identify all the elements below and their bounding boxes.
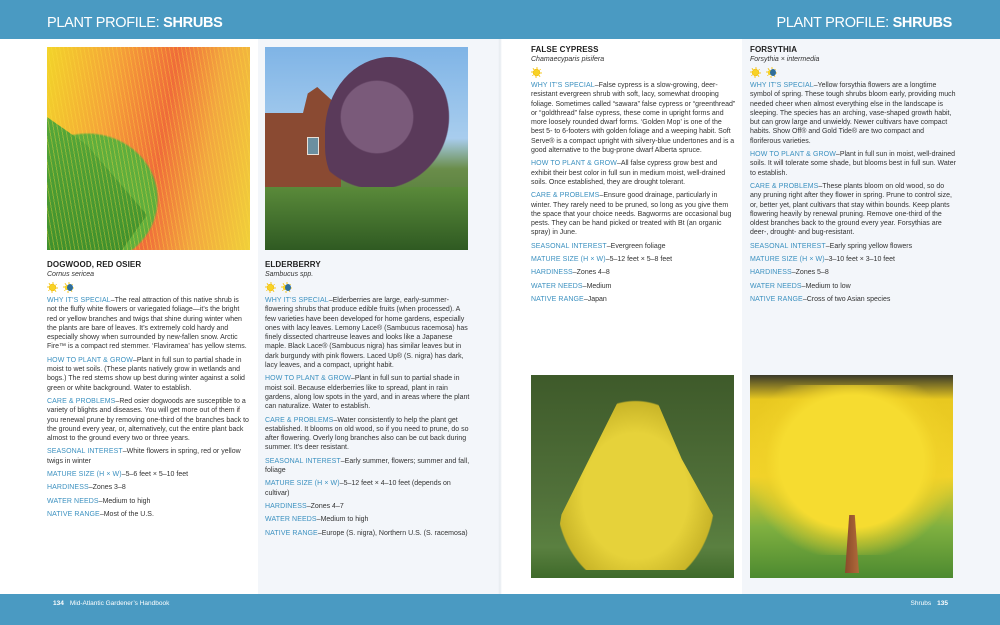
plant-entry-forsythia bbox=[750, 44, 956, 308]
seasonal-interest: SEASONAL INTEREST–White flowers in spring, red or yellow twigs in winter bbox=[47, 448, 241, 465]
seasonal-interest: SEASONAL INTEREST–Early spring yellow flowers bbox=[750, 242, 913, 250]
full-sun-icon bbox=[750, 67, 761, 78]
seasonal-interest: SEASONAL INTEREST–Early summer, flowers; summer and fall, foliage bbox=[265, 457, 470, 475]
forsythia-photo bbox=[750, 375, 953, 578]
book-title: Mid-Atlantic Gardener’s Handbook bbox=[69, 600, 170, 607]
golden-cypress-shape bbox=[543, 385, 728, 570]
how-to-plant: HOW TO PLANT & GROW–Plant in full sun in moist, well-drained soils. It will tolerate some shade, but blooms best in full sun. Water to establish. bbox=[750, 151, 956, 177]
care-problems: CARE & PROBLEMS–These plants bloom on old wood, so do any pruning right after they flower in spring. Prune to control size, or, better yet, plant cultivars that stay within bounds. Keep plants flowering heavily by renewal pruning. Remove one-third of the oldest branches back to the ground every year. Forsythias are deer-, drought- and bug-resistant. bbox=[750, 182, 952, 237]
why-special: WHY IT’S SPECIAL–False cypress is a slow-growing, deer-resistant evergreen shrub with soft, lacy, somewhat drooping foliage. Sometimes called “sawara” false cypress or “greenthread” or “goldthread” false cypress, these come in upright forms and more loosely rounded dwarf forms. ‘Golden Mop’ is one of the best 5- to 6-footers with golden foliage and a weeping habit. Soft Serve® is a compact upright with silvery-blue undertones and is a good alternative to the bug-prone dwarf Alberta spruce. bbox=[531, 82, 736, 155]
full-sun-icon bbox=[265, 282, 276, 293]
part-sun-icon bbox=[63, 282, 74, 293]
care-problems: CARE & PROBLEMS–Water consistently to help the plant get established. It blooms on old wood, so if you need to prune, do so after flowering. Overly long branches also can be cut back during summer. It’s deer resistant. bbox=[265, 416, 469, 452]
native-range: NATIVE RANGE–Japan bbox=[531, 295, 607, 303]
section-name: Shrubs bbox=[910, 600, 932, 607]
part-sun-icon bbox=[766, 67, 777, 78]
right-page-title: PLANT PROFILE: SHRUBS bbox=[776, 15, 952, 31]
water-needs: WATER NEEDS–Medium bbox=[531, 282, 612, 290]
how-to-plant: HOW TO PLANT & GROW–All false cypress grow best and exhibit their best color in full sun in medium moist, well-drained soils. Once established, they are drought tolerant. bbox=[531, 160, 726, 186]
mature-size: MATURE SIZE (H × W)–3–10 feet × 3–10 feet bbox=[750, 256, 895, 264]
native-range: NATIVE RANGE–Europe (S. nigra), Northern U.S. (S. racemosa) bbox=[265, 529, 468, 537]
water-needs: WATER NEEDS–Medium to low bbox=[750, 282, 851, 290]
stems-texture bbox=[47, 47, 250, 250]
native-range: NATIVE RANGE–Cross of two Asian species bbox=[750, 295, 891, 303]
seasonal-interest: SEASONAL INTEREST–Evergreen foliage bbox=[531, 242, 666, 250]
how-to-plant: HOW TO PLANT & GROW–Plant in full sun to partial shade in moist to wet soils. (These plants natively grow in wetlands and bogs.) The red stems show up best during winter against a solid green or white background. Water to establish. bbox=[47, 356, 245, 392]
plant-name: FORSYTHIA bbox=[750, 45, 798, 54]
water-needs: WATER NEEDS–Medium to high bbox=[47, 497, 151, 505]
scientific-name: Sambucus spp. bbox=[265, 271, 314, 278]
sun-requirements bbox=[531, 66, 736, 79]
full-sun-icon bbox=[531, 67, 542, 78]
how-to-plant: HOW TO PLANT & GROW–Plant in full sun to partial shade in moist soil. Because elderberries like to spread, plant in rain gardens, along low spots in the yard, and in areas where the plant can naturalize. Water to establish. bbox=[265, 375, 470, 411]
mature-size: MATURE SIZE (H × W)–5–12 feet × 4–10 feet (depends on cultivar) bbox=[265, 480, 451, 497]
window-shape bbox=[307, 137, 319, 155]
care-problems: CARE & PROBLEMS–Ensure good drainage, particularly in winter. They rarely need to be pruned, so long as you give them the space that your choice needs. Bagworms are occasional bug pests. They can be hand picked or treated with Bt (an organic spray) in June. bbox=[531, 192, 732, 237]
why-special: WHY IT’S SPECIAL–The real attraction of this native shrub is not the fluffy white flowers or variegated foliage—it’s the bright red or yellow branches and twigs that shine during winter when the plants are bare of leaves. It’s extremely cold hardy and especially showy when surrounded by new-fallen snow. Arctic Fire™ is a compact red stemmer. ‘Flaviramea’ has yellow stems. bbox=[47, 297, 247, 351]
plant-name: FALSE CYPRESS bbox=[531, 45, 599, 54]
care-problems: CARE & PROBLEMS–Red osier dogwoods are susceptible to a variety of blights and diseases. You will get more out of them if you renewal prune by removing one-third of the branches back to the ground every year, or, alternatively, cut the entire plant back almost to the ground every two or three years. bbox=[47, 397, 249, 443]
plant-name: DOGWOOD, RED OSIER bbox=[47, 260, 142, 269]
hardiness: HARDINESS–Zones 4–8 bbox=[531, 269, 610, 277]
why-special: WHY IT’S SPECIAL–Yellow forsythia flowers are a longtime symbol of spring. These tough shrubs bloom early, providing much needed cheer when almost everything else in the landscape is sleeping. The species has an arching, vase-shaped growth habit, but can grow large and unwieldy. Newer cultivars have compact habits. Show Off® and Gold Tide® are two compact and floriferous varieties. bbox=[750, 82, 956, 145]
water-needs: WATER NEEDS–Medium to high bbox=[265, 516, 369, 524]
hardiness: HARDINESS–Zones 5–8 bbox=[750, 269, 829, 277]
plant-name: ELDERBERRY bbox=[265, 260, 321, 269]
dogwood-photo bbox=[47, 47, 250, 250]
page-number: 135 bbox=[937, 600, 948, 607]
scientific-name: Forsythia × intermedia bbox=[750, 56, 820, 63]
elderberry-tree-shape bbox=[325, 57, 455, 207]
plant-entry-dogwood bbox=[47, 259, 250, 523]
scientific-name: Chamaecyparis pisifera bbox=[531, 56, 605, 63]
hardiness: HARDINESS–Zones 3–8 bbox=[47, 484, 126, 492]
why-special: WHY IT’S SPECIAL–Elderberries are large, early-summer-flowering shrubs that produce edible fruits (when processed). A few varieties have been developed for home gardens, especially ones with lacy leaves. Lemony Lace® (Sambucus racemosa) has finely dissected chartreuse leaves and looks like a Japanese maple. Black Lace® (Sambucus nigra) has similar leaves but in dark burgundy with pink flowers. Laced Up® (S. nigra) has dark, lacy leaves, and a compact, upright habit. bbox=[265, 297, 468, 370]
sun-requirements bbox=[265, 281, 471, 294]
left-page-footer bbox=[47, 600, 169, 607]
native-range: NATIVE RANGE–Most of the U.S. bbox=[47, 510, 154, 518]
page-number: 134 bbox=[53, 600, 64, 607]
mature-size: MATURE SIZE (H × W)–5–12 feet × 5–8 feet bbox=[531, 256, 673, 264]
full-sun-icon bbox=[47, 282, 58, 293]
plant-entry-elderberry bbox=[265, 259, 471, 542]
sun-requirements bbox=[750, 66, 956, 79]
elderberry-photo bbox=[265, 47, 468, 250]
mature-size: MATURE SIZE (H × W)–5–6 feet × 5–10 feet bbox=[47, 471, 189, 479]
right-page-footer bbox=[911, 600, 954, 607]
scientific-name: Cornus sericea bbox=[47, 271, 95, 278]
page-footer-bar bbox=[0, 594, 1000, 625]
sun-requirements bbox=[47, 281, 250, 294]
hardiness: HARDINESS–Zones 4–7 bbox=[265, 502, 344, 510]
left-page-title: PLANT PROFILE: SHRUBS bbox=[47, 15, 223, 31]
garden-bed-shape bbox=[265, 187, 468, 250]
false-cypress-photo bbox=[531, 375, 734, 578]
part-sun-icon bbox=[281, 282, 292, 293]
plant-entry-false-cypress bbox=[531, 44, 736, 308]
